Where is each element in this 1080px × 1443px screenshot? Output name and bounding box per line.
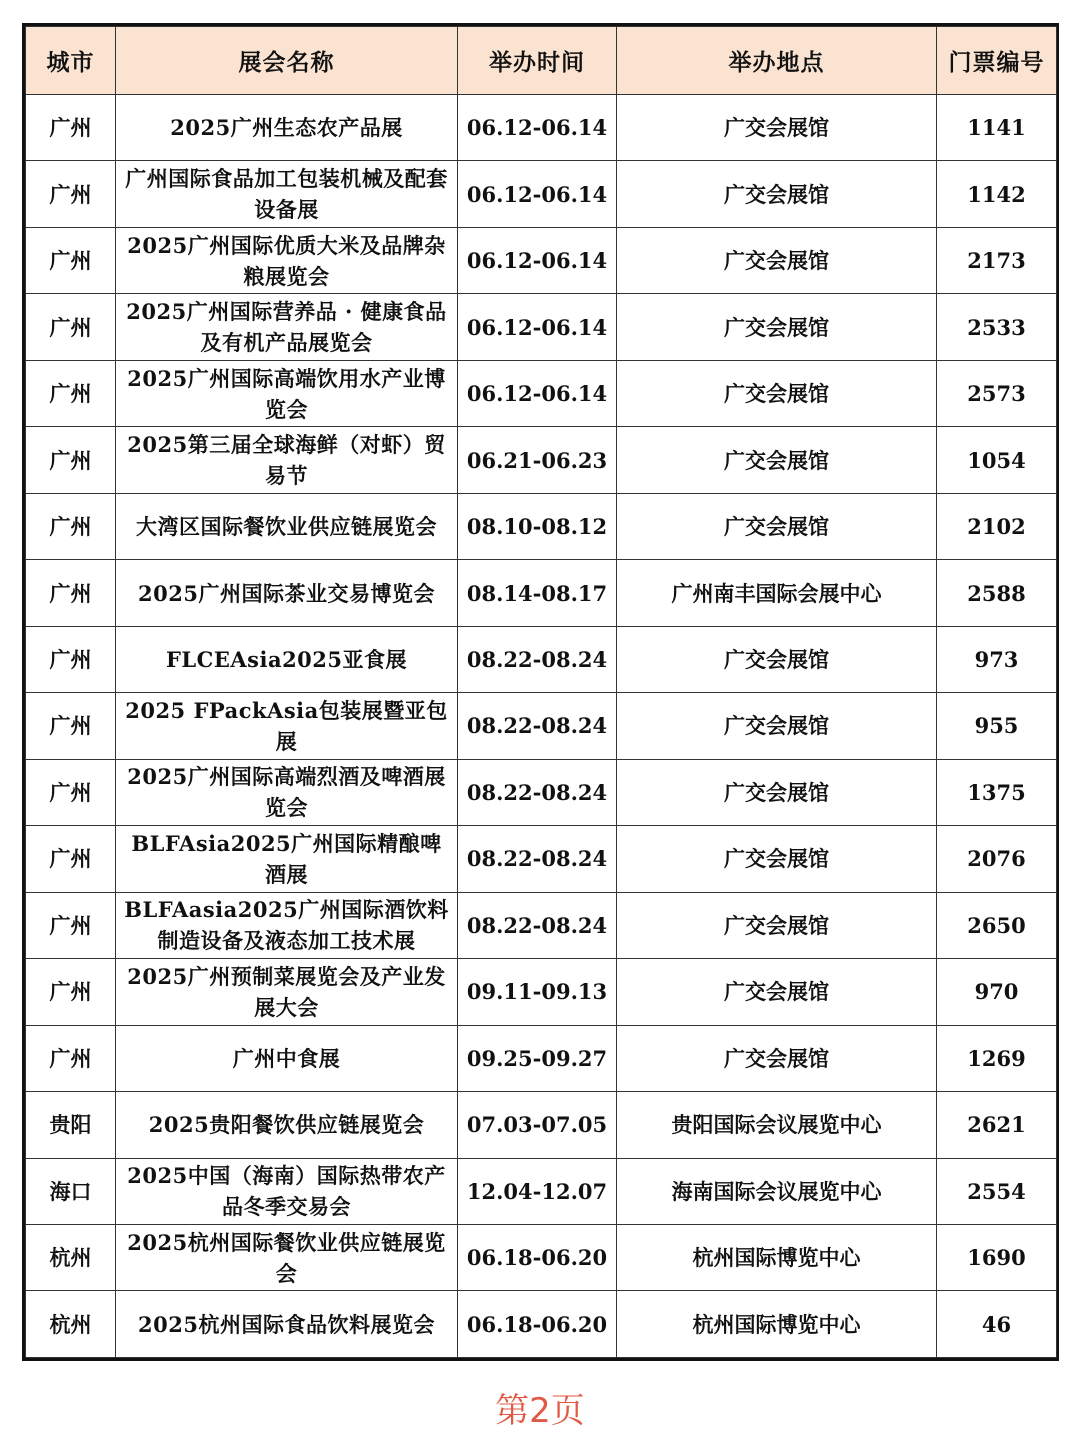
cell-city: 广州 [26, 95, 116, 161]
cell-city: 杭州 [26, 1291, 116, 1358]
cell-name: 2025贵阳餐饮供应链展览会 [116, 1092, 458, 1158]
table-row [26, 360, 1057, 426]
cell-venue: 杭州国际博览中心 [617, 1291, 937, 1358]
cell-date: 06.21-06.23 [458, 427, 617, 493]
cell-ticket: 2173 [937, 227, 1057, 293]
table-row [26, 626, 1057, 692]
cell-city: 广州 [26, 493, 116, 559]
cell-ticket: 2573 [937, 360, 1057, 426]
cell-name: 2025中国（海南）国际热带农产品冬季交易会 [116, 1158, 458, 1224]
table-row [26, 826, 1057, 892]
cell-name: 2025杭州国际食品饮料展览会 [116, 1291, 458, 1358]
cell-name: 2025 FPackAsia包装展暨亚包展 [116, 693, 458, 759]
cell-venue: 广交会展馆 [617, 759, 937, 825]
cell-date: 06.12-06.14 [458, 360, 617, 426]
cell-ticket: 2076 [937, 826, 1057, 892]
cell-city: 广州 [26, 892, 116, 958]
cell-ticket: 2621 [937, 1092, 1057, 1158]
table-row [26, 759, 1057, 825]
cell-venue: 广交会展馆 [617, 826, 937, 892]
cell-ticket: 973 [937, 626, 1057, 692]
table-row [26, 1158, 1057, 1224]
table-row [26, 1224, 1057, 1290]
table-row [26, 1291, 1057, 1358]
exhibition-table-container [22, 23, 1059, 1361]
cell-name: 2025广州国际高端烈酒及啤酒展览会 [116, 759, 458, 825]
cell-ticket: 1142 [937, 161, 1057, 227]
cell-venue: 广交会展馆 [617, 892, 937, 958]
cell-venue: 广交会展馆 [617, 959, 937, 1025]
cell-date: 08.22-08.24 [458, 626, 617, 692]
cell-ticket: 1054 [937, 427, 1057, 493]
cell-city: 广州 [26, 161, 116, 227]
cell-name: BLFAasia2025广州国际酒饮料制造设备及液态加工技术展 [116, 892, 458, 958]
cell-name: BLFAsia2025广州国际精酿啤酒展 [116, 826, 458, 892]
exhibition-table [25, 26, 1057, 1358]
cell-date: 09.11-09.13 [458, 959, 617, 1025]
cell-date: 06.12-06.14 [458, 161, 617, 227]
cell-ticket: 2102 [937, 493, 1057, 559]
cell-ticket: 2554 [937, 1158, 1057, 1224]
cell-venue: 海南国际会议展览中心 [617, 1158, 937, 1224]
cell-date: 12.04-12.07 [458, 1158, 617, 1224]
cell-venue: 广交会展馆 [617, 227, 937, 293]
cell-venue: 广交会展馆 [617, 626, 937, 692]
cell-name: 2025杭州国际餐饮业供应链展览会 [116, 1224, 458, 1290]
cell-name: 2025广州预制菜展览会及产业发展大会 [116, 959, 458, 1025]
cell-date: 07.03-07.05 [458, 1092, 617, 1158]
cell-name: FLCEAsia2025亚食展 [116, 626, 458, 692]
header-venue: 举办地点 [617, 27, 937, 95]
page-number-label: 第2页 [495, 1391, 585, 1431]
cell-ticket: 2588 [937, 560, 1057, 626]
cell-ticket: 1269 [937, 1025, 1057, 1091]
cell-date: 06.12-06.14 [458, 227, 617, 293]
cell-ticket: 1690 [937, 1224, 1057, 1290]
header-ticket: 门票编号 [937, 27, 1057, 95]
table-row [26, 95, 1057, 161]
cell-date: 06.12-06.14 [458, 95, 617, 161]
cell-date: 08.10-08.12 [458, 493, 617, 559]
cell-ticket: 2650 [937, 892, 1057, 958]
cell-city: 广州 [26, 294, 116, 360]
cell-name: 2025第三届全球海鲜（对虾）贸易节 [116, 427, 458, 493]
cell-name: 广州中食展 [116, 1025, 458, 1091]
cell-name: 2025广州国际营养品 · 健康食品及有机产品展览会 [116, 294, 458, 360]
table-row [26, 693, 1057, 759]
cell-ticket: 46 [937, 1291, 1057, 1358]
table-row [26, 227, 1057, 293]
cell-venue: 广交会展馆 [617, 1025, 937, 1091]
cell-name: 广州国际食品加工包装机械及配套设备展 [116, 161, 458, 227]
cell-city: 广州 [26, 227, 116, 293]
table-row [26, 1025, 1057, 1091]
header-name: 展会名称 [116, 27, 458, 95]
cell-venue: 广交会展馆 [617, 427, 937, 493]
table-row [26, 294, 1057, 360]
cell-city: 广州 [26, 560, 116, 626]
cell-city: 海口 [26, 1158, 116, 1224]
cell-name: 2025广州生态农产品展 [116, 95, 458, 161]
cell-city: 广州 [26, 759, 116, 825]
table-row [26, 959, 1057, 1025]
cell-name: 2025广州国际高端饮用水产业博览会 [116, 360, 458, 426]
cell-venue: 广州南丰国际会展中心 [617, 560, 937, 626]
cell-venue: 贵阳国际会议展览中心 [617, 1092, 937, 1158]
cell-venue: 杭州国际博览中心 [617, 1224, 937, 1290]
cell-date: 06.18-06.20 [458, 1291, 617, 1358]
cell-ticket: 955 [937, 693, 1057, 759]
header-date: 举办时间 [458, 27, 617, 95]
cell-date: 08.14-08.17 [458, 560, 617, 626]
table-row [26, 493, 1057, 559]
cell-city: 贵阳 [26, 1092, 116, 1158]
cell-ticket: 1141 [937, 95, 1057, 161]
table-row [26, 427, 1057, 493]
cell-city: 广州 [26, 1025, 116, 1091]
cell-ticket: 2533 [937, 294, 1057, 360]
cell-city: 广州 [26, 360, 116, 426]
cell-date: 09.25-09.27 [458, 1025, 617, 1091]
cell-venue: 广交会展馆 [617, 493, 937, 559]
cell-ticket: 1375 [937, 759, 1057, 825]
cell-city: 杭州 [26, 1224, 116, 1290]
cell-venue: 广交会展馆 [617, 95, 937, 161]
table-row [26, 560, 1057, 626]
cell-date: 08.22-08.24 [458, 759, 617, 825]
cell-venue: 广交会展馆 [617, 693, 937, 759]
table-body [26, 95, 1057, 1358]
cell-city: 广州 [26, 826, 116, 892]
cell-date: 08.22-08.24 [458, 693, 617, 759]
cell-date: 06.12-06.14 [458, 294, 617, 360]
cell-venue: 广交会展馆 [617, 360, 937, 426]
cell-name: 2025广州国际优质大米及品牌杂粮展览会 [116, 227, 458, 293]
cell-city: 广州 [26, 959, 116, 1025]
cell-city: 广州 [26, 626, 116, 692]
cell-name: 2025广州国际茶业交易博览会 [116, 560, 458, 626]
header-row [26, 27, 1057, 95]
cell-ticket: 970 [937, 959, 1057, 1025]
cell-date: 06.18-06.20 [458, 1224, 617, 1290]
table-row [26, 161, 1057, 227]
table-row [26, 892, 1057, 958]
cell-name: 大湾区国际餐饮业供应链展览会 [116, 493, 458, 559]
cell-venue: 广交会展馆 [617, 161, 937, 227]
cell-venue: 广交会展馆 [617, 294, 937, 360]
cell-city: 广州 [26, 427, 116, 493]
cell-date: 08.22-08.24 [458, 826, 617, 892]
cell-date: 08.22-08.24 [458, 892, 617, 958]
table-row [26, 1092, 1057, 1158]
cell-city: 广州 [26, 693, 116, 759]
header-city: 城市 [26, 27, 116, 95]
table-header [26, 27, 1057, 95]
